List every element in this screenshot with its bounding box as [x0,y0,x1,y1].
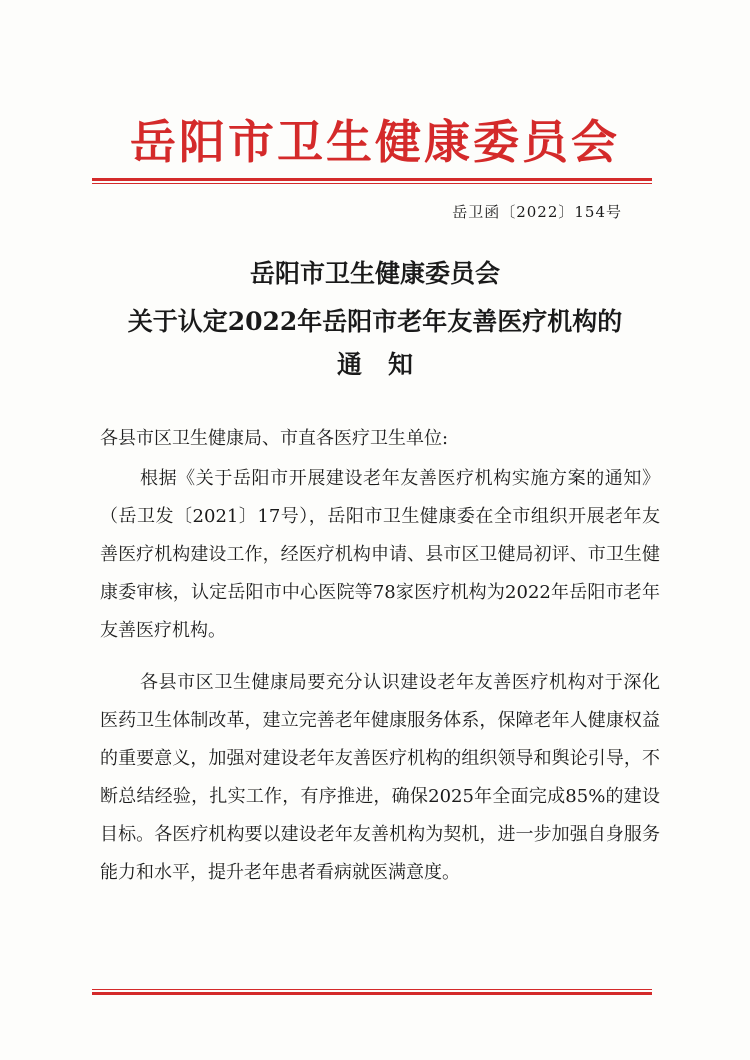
footer-red-rule-thin [92,989,652,990]
letterhead-org-name: 岳阳市卫生健康委员会 [130,115,620,169]
body-paragraph-1: 根据《关于岳阳市开展建设老年友善医疗机构实施方案的通知》（岳卫发〔2021〕17号），岳阳市卫生健康委在全市组织开展老年友善医疗机构建设工作，经医疗机构申请、县市区卫健局初评、市卫生健康委审核，认定岳阳市中心医院等78家医疗机构为2022年岳阳市老年友善医疗机构。 [100,468,660,641]
headline-line-1: 岳阳市卫生健康委员会 [249,259,500,288]
letterhead-red-rule [92,178,652,181]
footer-red-rule [92,992,652,995]
salutation: 各县市区卫生健康局、市直各医疗卫生单位: [100,428,449,449]
headline-line-2: 关于认定2022年岳阳市老年友善医疗机构的 [127,307,623,336]
letterhead-red-rule-thin [92,183,652,184]
body-paragraph-2: 各县市区卫生健康局要充分认识建设老年友善医疗机构对于深化医药卫生体制改革，建立完善老年健康服务体系，保障老年人健康权益的重要意义，加强对建设老年友善医疗机构的组织领导和舆论引导，不断总结经验，扎实工作，有序推进，确保2025年全面完成85%的建设目标。各医疗机构要以建设老年友善机构为契机，进一步加强自身服务能力和水平，提升老年患者看病就医满意度。 [100,672,660,883]
headline-line-3: 通知 [336,350,439,379]
document-number: 岳卫函〔2022〕154号 [452,203,622,221]
